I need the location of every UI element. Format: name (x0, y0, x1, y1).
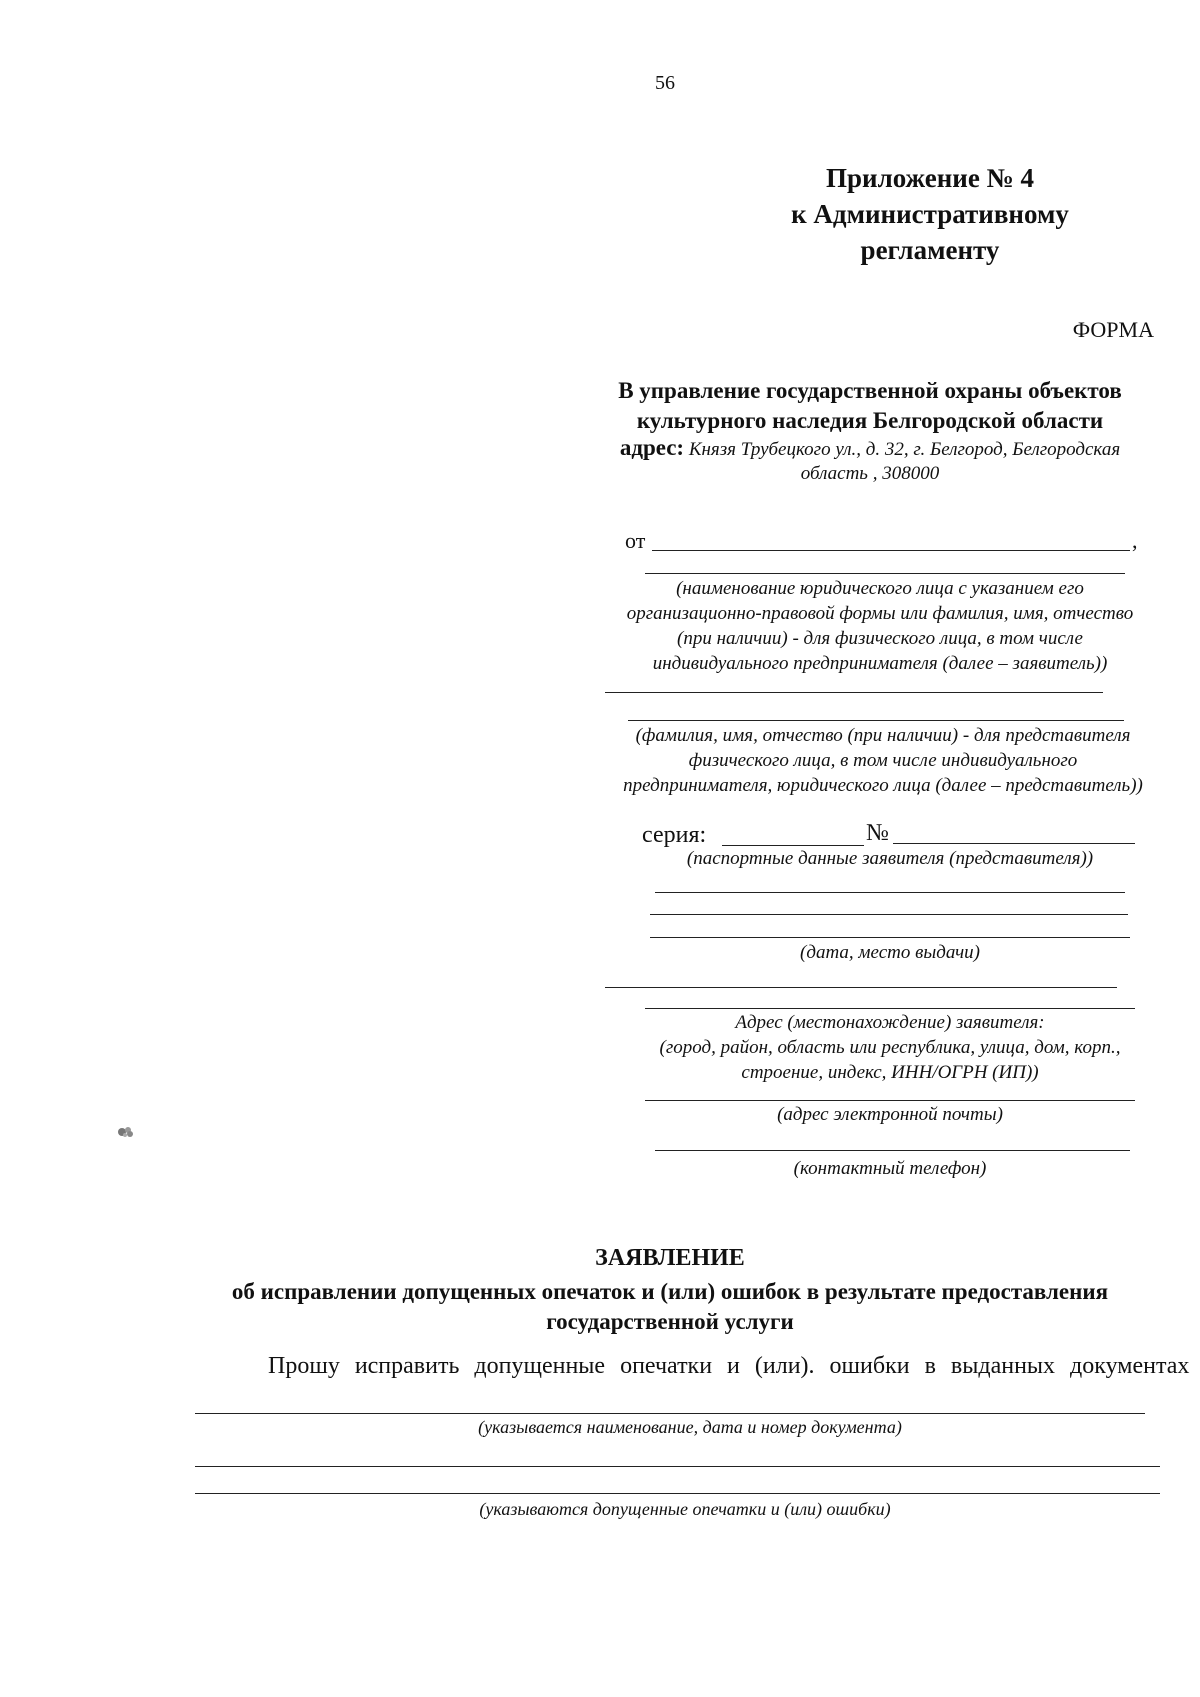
from-label: от (625, 528, 646, 553)
number-field[interactable] (893, 843, 1135, 844)
issue-field-line-3[interactable] (650, 937, 1130, 938)
from-field[interactable] (652, 550, 1130, 551)
appendix-heading (700, 160, 1160, 268)
appendix-line-3: регламенту (860, 235, 1000, 265)
recipient-block (580, 376, 1160, 486)
issue-field-line-2[interactable] (650, 914, 1128, 915)
appendix-line-1: Приложение № 4 (826, 163, 1034, 193)
errors-field-line-2[interactable] (195, 1493, 1160, 1494)
address-caption-line: Адрес (местонахождение) заявителя: (735, 1012, 1045, 1033)
address-value-2: область , 308000 (800, 463, 940, 484)
address-value: Князя Трубецкого ул., д. 32, г. Белгород, Белгородская (688, 439, 1121, 460)
issue-caption: (дата, место выдачи) (800, 942, 980, 963)
applicant-caption (600, 576, 1160, 676)
address-caption (620, 1010, 1160, 1085)
statement-subtitle-line-2: государственной услуги (546, 1309, 794, 1334)
appendix-line-2: к Административному (791, 199, 1069, 229)
series-label: серия: (642, 822, 707, 848)
errors-caption: (указываются допущенные опечатки и (или) ошибки) (479, 1499, 891, 1519)
issue-field-line-1[interactable] (655, 892, 1125, 893)
page-number: 56 (655, 72, 675, 94)
email-caption: (адрес электронной почты) (777, 1104, 1003, 1125)
recipient-address (580, 436, 1160, 462)
statement-subtitle-line-1: об исправлении допущенных опечаток и (или) ошибок в результате предоставления (231, 1279, 1109, 1304)
recipient-line-1: В управление государственной охраны объектов (618, 378, 1122, 403)
statement-subtitle (200, 1277, 1140, 1337)
applicant-caption-line: (наименование юридического лица с указанием его (676, 578, 1084, 599)
from-field-line-2[interactable] (645, 573, 1125, 574)
address-caption-line: (город, район, область или республика, улица, дом, корп., (659, 1037, 1121, 1058)
document-caption: (указывается наименование, дата и номер документа) (478, 1417, 902, 1437)
representative-caption-line: (фамилия, имя, отчество (при наличии) - для представителя (635, 725, 1131, 746)
email-field[interactable] (645, 1100, 1135, 1101)
form-label: ФОРМА (1072, 317, 1154, 342)
errors-field-line-1[interactable] (195, 1466, 1160, 1467)
applicant-caption-line: индивидуального предпринимателя (далее – заявитель)) (652, 653, 1108, 674)
address-field-line-1[interactable] (605, 987, 1117, 988)
applicant-caption-line: организационно-правовой формы или фамилия, имя, отчество (626, 603, 1134, 624)
statement-title: ЗАЯВЛЕНИЕ (595, 1245, 745, 1271)
passport-caption: (паспортные данные заявителя (представителя)) (686, 848, 1094, 869)
representative-field-line-2[interactable] (628, 720, 1124, 721)
number-label: № (866, 820, 889, 846)
phone-field[interactable] (655, 1150, 1130, 1151)
representative-caption-line: предпринимателя, юридического лица (далее – представитель)) (623, 775, 1143, 796)
statement-body: Прошу исправить допущенные опечатки и (или). ошибки в выданных документах (268, 1353, 1190, 1379)
representative-field-line-1[interactable] (605, 692, 1103, 693)
applicant-caption-line: (при наличии) - для физического лица, в том числе (677, 628, 1083, 649)
representative-caption-line: физического лица, в том числе индивидуального (688, 750, 1078, 771)
scan-speck (115, 1123, 137, 1141)
address-field-line-2[interactable] (645, 1008, 1135, 1009)
address-caption-line: строение, индекс, ИНН/ОГРН (ИП)) (741, 1062, 1039, 1083)
from-comma: , (1132, 528, 1138, 553)
representative-caption (600, 723, 1166, 798)
phone-caption: (контактный телефон) (793, 1158, 987, 1179)
recipient-line-2: культурного наследия Белгородской области (636, 408, 1104, 433)
address-label: адрес: (619, 435, 685, 460)
document-field[interactable] (195, 1413, 1145, 1414)
